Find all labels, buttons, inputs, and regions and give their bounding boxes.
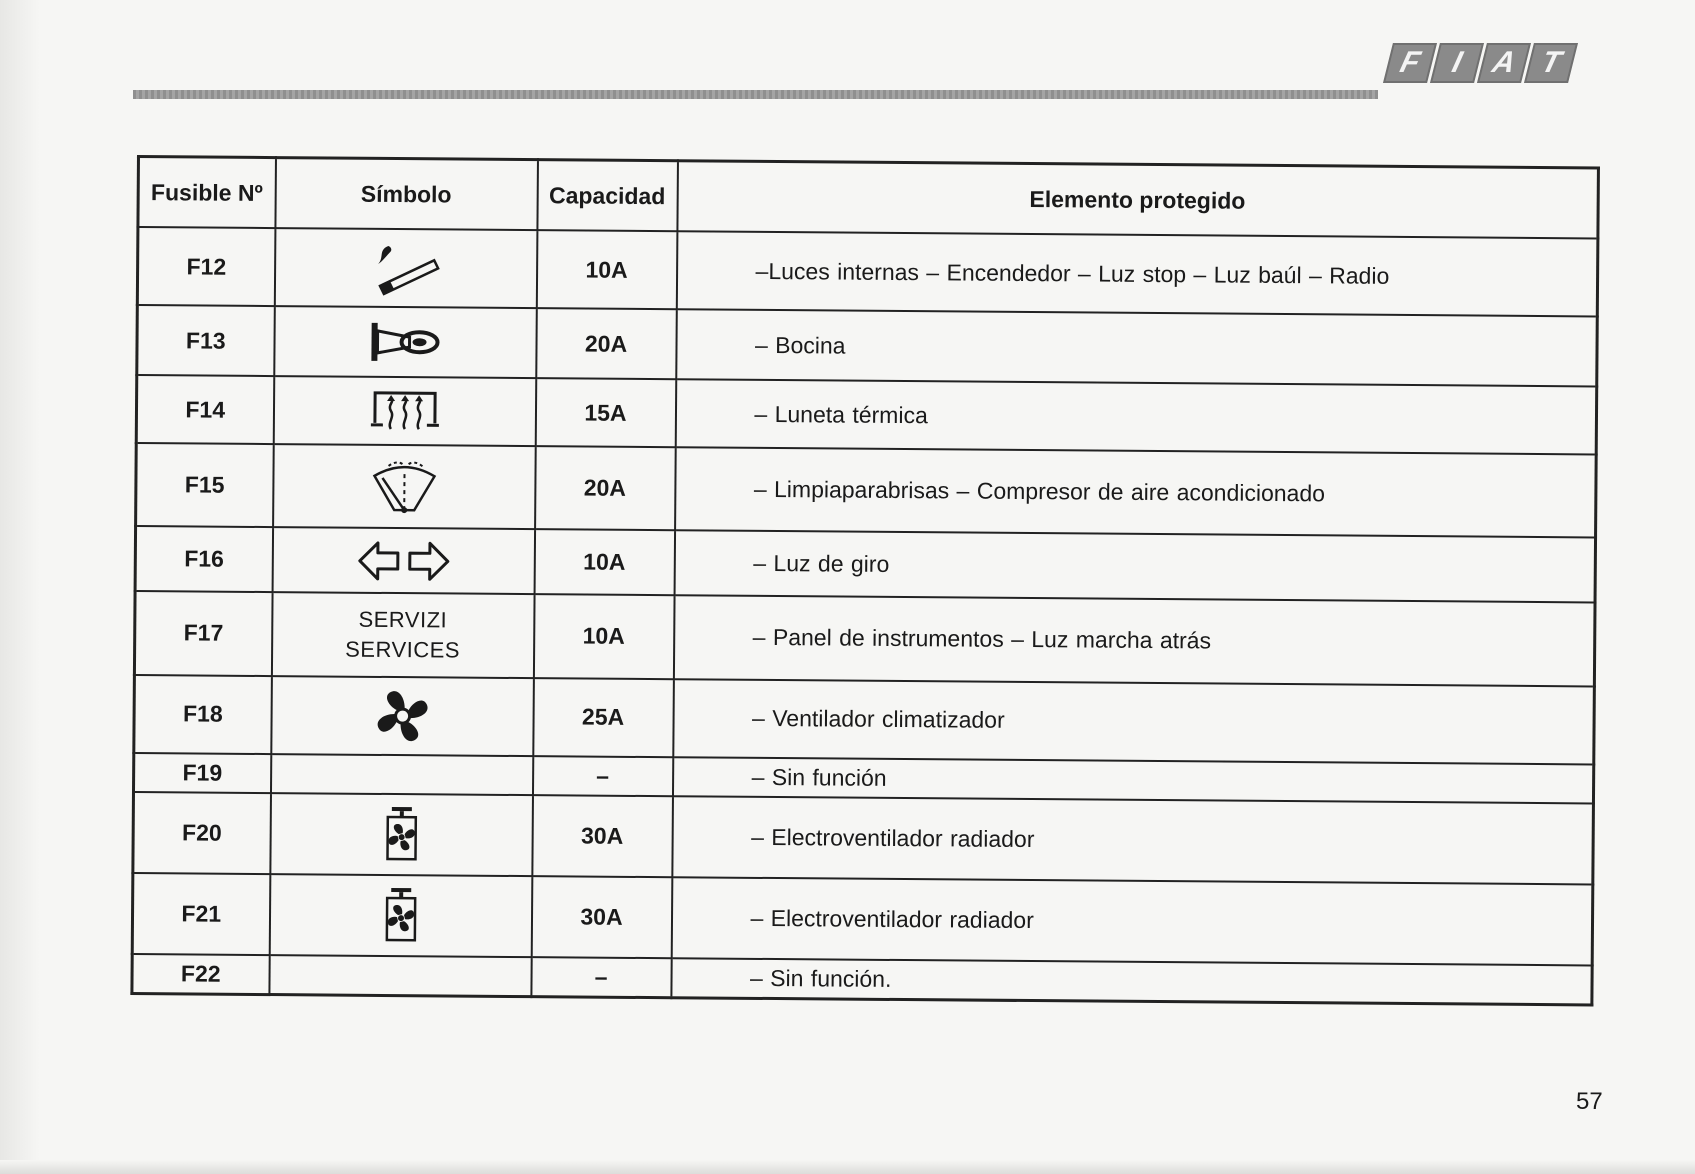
table-row — [137, 227, 1598, 317]
cigarette-lighter-icon — [365, 240, 445, 297]
table-row — [135, 526, 1595, 602]
table-row — [133, 792, 1594, 884]
radiator-fan-icon — [380, 886, 420, 944]
page-number: 57 — [1576, 1088, 1603, 1115]
turn-signal-arrows-icon — [355, 537, 451, 584]
fuse-number: F13 — [137, 305, 275, 376]
rear-defroster-icon — [368, 387, 440, 436]
symbol-cell — [271, 592, 534, 678]
table-row — [137, 305, 1598, 387]
table-header-row — [138, 157, 1599, 239]
header-element: Elemento protegido — [677, 161, 1599, 239]
table-row — [136, 375, 1596, 454]
protected-element: – Sin función — [672, 757, 1593, 803]
fuse-number: F16 — [135, 526, 273, 592]
fan-icon — [374, 688, 430, 744]
page-bottom-shadow — [0, 1160, 1695, 1174]
capacity-value: 30A — [531, 876, 672, 958]
symbol-cell — [273, 376, 536, 445]
symbol-cell — [274, 306, 537, 378]
fuse-number: F15 — [136, 443, 274, 528]
fuse-number: F18 — [134, 675, 272, 754]
protected-element: – Luz de giro — [674, 531, 1595, 603]
logo-letter: I — [1430, 43, 1484, 83]
horn-icon — [365, 317, 445, 368]
services-label-english: SERVICES — [345, 636, 461, 663]
fuse-number: F22 — [132, 954, 269, 995]
logo-letter: F — [1383, 43, 1437, 83]
symbol-cell — [269, 874, 532, 957]
logo-letter: T — [1524, 43, 1578, 83]
fuse-number: F12 — [137, 227, 275, 306]
capacity-value: 15A — [535, 378, 676, 447]
capacity-value: 10A — [533, 594, 674, 679]
fiat-logo — [1388, 43, 1573, 83]
symbol-cell — [273, 444, 536, 530]
table-row — [132, 873, 1593, 965]
protected-element: – Ventilador climatizador — [673, 679, 1595, 764]
table-row — [134, 591, 1595, 686]
services-label-italian: SERVIZI — [358, 606, 448, 633]
capacity-value: 10A — [536, 230, 677, 309]
protected-element: – Limpiaparabrisas – Compresor de aire acondicionado — [675, 447, 1597, 538]
capacity-value: 20A — [535, 446, 676, 531]
protected-element: – Bocina — [676, 309, 1598, 386]
capacity-value: 30A — [532, 795, 673, 877]
capacity-value: – — [531, 957, 671, 998]
symbol-cell — [270, 793, 533, 876]
symbol-cell — [274, 228, 537, 308]
protected-element: – Panel de instrumentos – Luz marcha atrás — [673, 595, 1595, 686]
table-row — [134, 675, 1595, 765]
fuse-number: F17 — [134, 591, 272, 676]
symbol-cell — [272, 527, 535, 594]
table-row — [136, 443, 1597, 538]
header-rule — [133, 90, 1378, 99]
capacity-value: – — [532, 756, 672, 796]
protected-element: – Luneta térmica — [675, 380, 1597, 455]
windshield-wiper-icon — [366, 456, 442, 517]
radiator-fan-icon — [381, 805, 421, 863]
page-edge-shadow — [0, 0, 40, 1174]
protected-element: – Electroventilador radiador — [672, 796, 1594, 884]
capacity-value: 20A — [536, 308, 677, 379]
capacity-value: 10A — [534, 529, 675, 595]
symbol-cell — [271, 676, 534, 756]
symbol-cell — [269, 955, 531, 997]
protected-element: –Luces internas – Encendedor – Luz stop – Luz baúl – Radio — [676, 231, 1598, 316]
header-fuse: Fusible Nº — [138, 157, 276, 229]
fuse-table — [130, 155, 1600, 1006]
symbol-cell — [270, 754, 532, 795]
logo-letter: A — [1477, 43, 1531, 83]
fuse-number: F19 — [133, 753, 270, 793]
header-capacity: Capacidad — [537, 160, 678, 232]
header-symbol: Símbolo — [275, 158, 538, 231]
protected-element: – Electroventilador radiador — [671, 877, 1593, 965]
protected-element: – Sin función. — [671, 958, 1592, 1005]
fuse-number: F20 — [133, 792, 271, 874]
capacity-value: 25A — [533, 678, 674, 757]
fuse-number: F14 — [136, 375, 274, 443]
fuse-number: F21 — [132, 873, 270, 955]
